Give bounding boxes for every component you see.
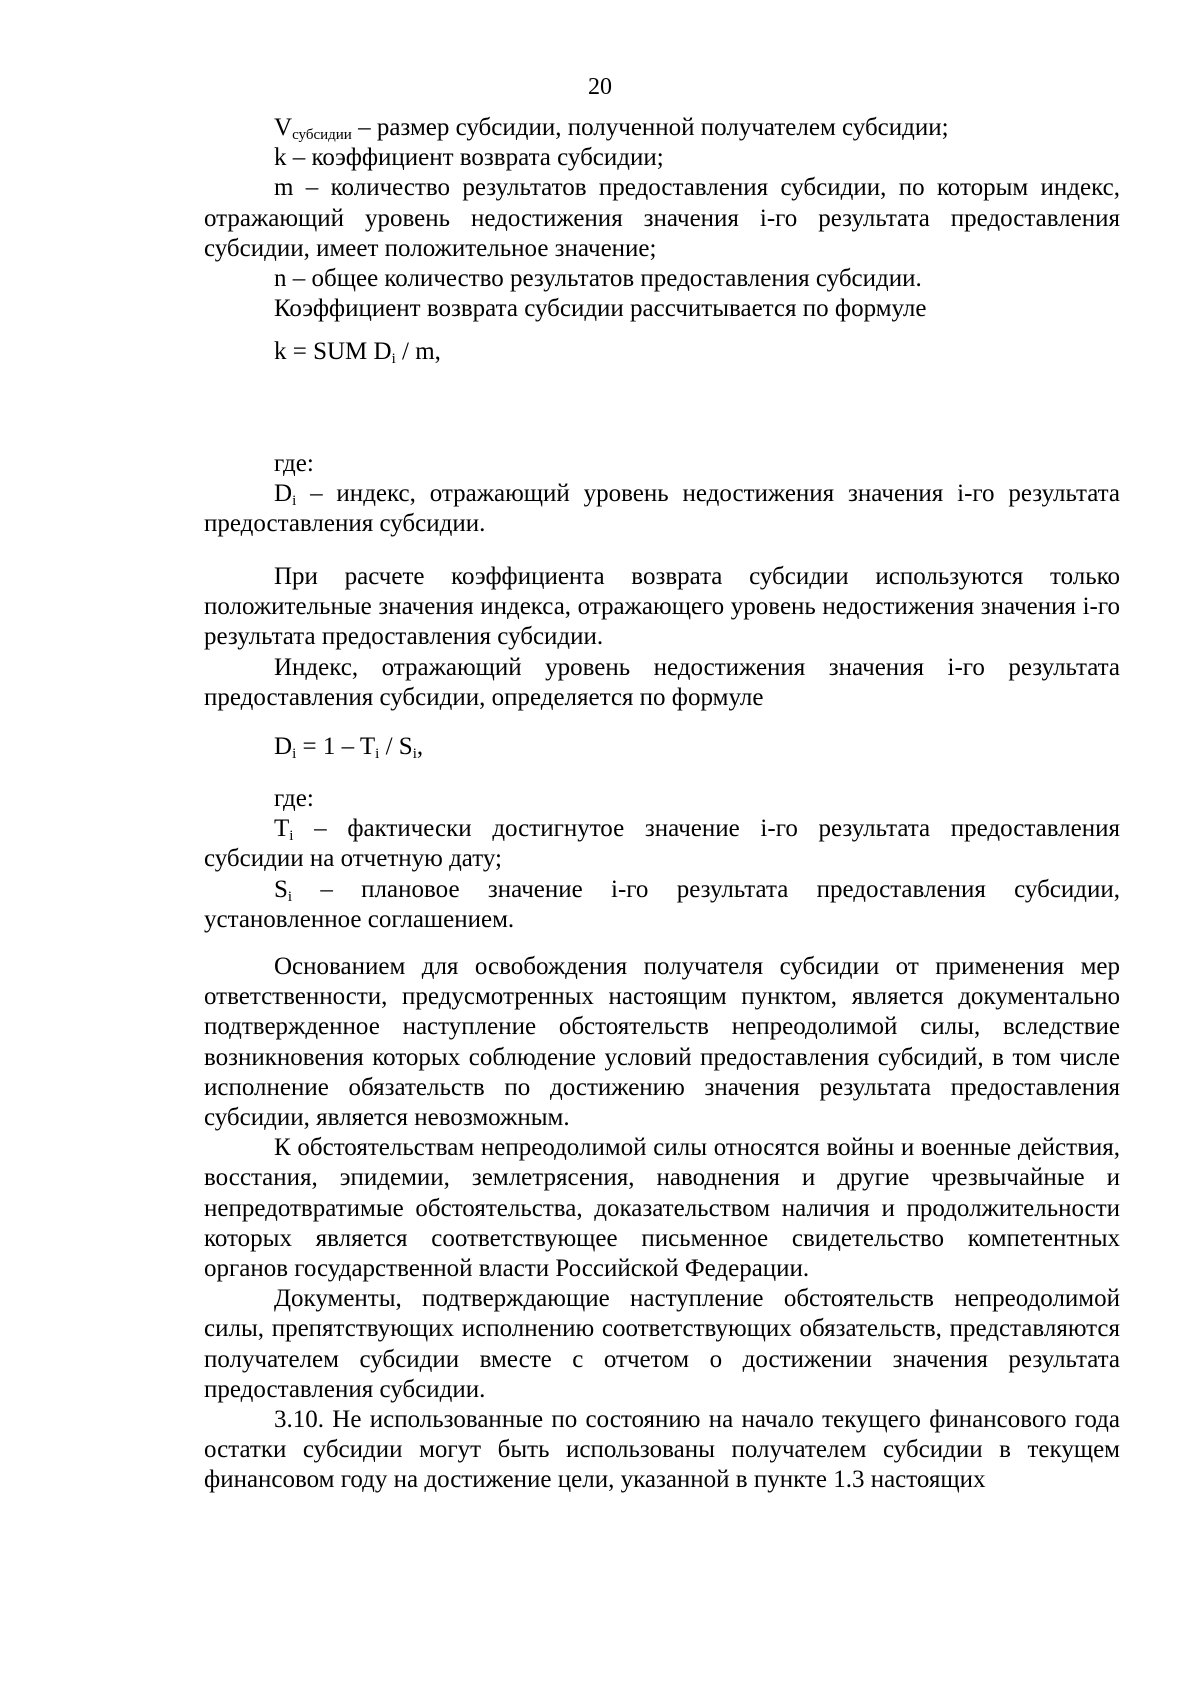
subscript-subsidy: субсидии <box>292 127 352 143</box>
definition-m: m – количество результатов предоставления субсидии, по которым индекс, отражающий уровень недостижения значения i-го результата предоставления субсидии, имеет положительное значение; <box>204 174 1120 262</box>
subscript-i: i <box>289 828 294 845</box>
where-label-2: где: <box>274 785 314 812</box>
formula-d <box>204 732 1120 762</box>
definition-s <box>204 875 1120 935</box>
var-v: V <box>274 114 293 141</box>
subscript-i: i <box>292 493 297 510</box>
formula-k-sub: i <box>391 351 396 367</box>
definition-v-text: – размер субсидии, полученной получателем субсидии; <box>351 114 949 141</box>
var-s: S <box>274 875 288 903</box>
definition-s-text: – плановое значение i-го результата предоставления субсидии, установленное соглашением. <box>204 875 1120 933</box>
formula-d-mid: = 1 – T <box>296 733 376 760</box>
paragraph-3-10: 3.10. Не использованные по состоянию на начало текущего финансового года остатки субсидии могут быть использованы получателем субсидии в текущем финансовом году на достижение цели, указанной в пункте 1.3 настоящих <box>204 1406 1120 1494</box>
definition-t <box>204 814 1120 874</box>
definition-k: k – коэффициент возврата субсидии; <box>274 144 664 172</box>
where-block-2 <box>204 784 1120 935</box>
formula-d-sub2: i <box>375 746 380 762</box>
formula-d-sub3: i <box>412 746 417 762</box>
formula-k-part-a: k = SUM D <box>274 338 392 365</box>
definitions-block-1 <box>204 113 1120 324</box>
definition-n: n – общее количество результатов предоставления субсидии. <box>274 265 922 293</box>
page-number: 20 <box>588 74 612 100</box>
paragraph-index: Индекс, отражающий уровень недостижения значения i-го результата предоставления субсидии, определяется по формуле <box>204 653 1120 711</box>
definition-v-subsidy <box>204 113 1120 143</box>
var-t: T <box>274 815 290 843</box>
formula-k <box>204 337 1120 367</box>
formula-d-end: , <box>416 733 424 760</box>
definition-t-text: – фактически достигнутое значение i-го результата предоставления субсидии на отчетную дату; <box>204 815 1120 873</box>
main-block <box>204 952 1120 1496</box>
subscript-i: i <box>287 888 293 905</box>
where-label-1: где: <box>274 450 314 477</box>
formula-k-block <box>204 337 1120 367</box>
definition-d <box>204 479 1120 539</box>
paragraph-basis: Основанием для освобождения получателя субсидии от применения мер ответственности, предусмотренных настоящим пунктом, является документально подтвержденное наступление обстоятельств непреодолимой силы, вследствие возникновения которых соблюдение условий предоставления субсидий, в том числе исполнение обязательств по достижению значения результата предоставления субсидии, является невозможным. <box>204 953 1120 1132</box>
formula-d-block <box>204 732 1120 762</box>
intro-k-formula: Коэффициент возврата субсидии рассчитывается по формуле <box>274 295 927 323</box>
definition-d-text: – индекс, отражающий уровень недостижения значения i-го результата предоставления субсидии. <box>204 480 1120 538</box>
paragraph-documents: Документы, подтверждающие наступление обстоятельств непреодолимой силы, препятствующих исполнению соответствующих обязательств, представляются получателем субсидии вместе с отчетом о достижении значения результата предоставления субсидии. <box>204 1285 1120 1403</box>
calc-block <box>204 562 1120 713</box>
where-block-1 <box>204 449 1120 540</box>
formula-d-var: D <box>274 733 293 760</box>
formula-d-sub1: i <box>292 746 297 762</box>
var-d: D <box>274 480 293 508</box>
formula-d-slash: / S <box>379 733 413 760</box>
paragraph-force-majeure: К обстоятельствам непреодолимой силы относятся войны и военные действия, восстания, эпидемии, землетрясения, наводнения и другие чрезвычайные и непредотвратимые обстоятельства, доказательством наличия и продолжительности которых является соответствующее письменное свидетельство компетентных органов государственной власти Российской Федерации. <box>204 1134 1120 1283</box>
paragraph-calc: При расчете коэффициента возврата субсидии используются только положительные значения индекса, отражающего уровень недостижения значения i-го результата предоставления субсидии. <box>204 563 1120 651</box>
formula-k-part-b: / m, <box>395 338 441 365</box>
